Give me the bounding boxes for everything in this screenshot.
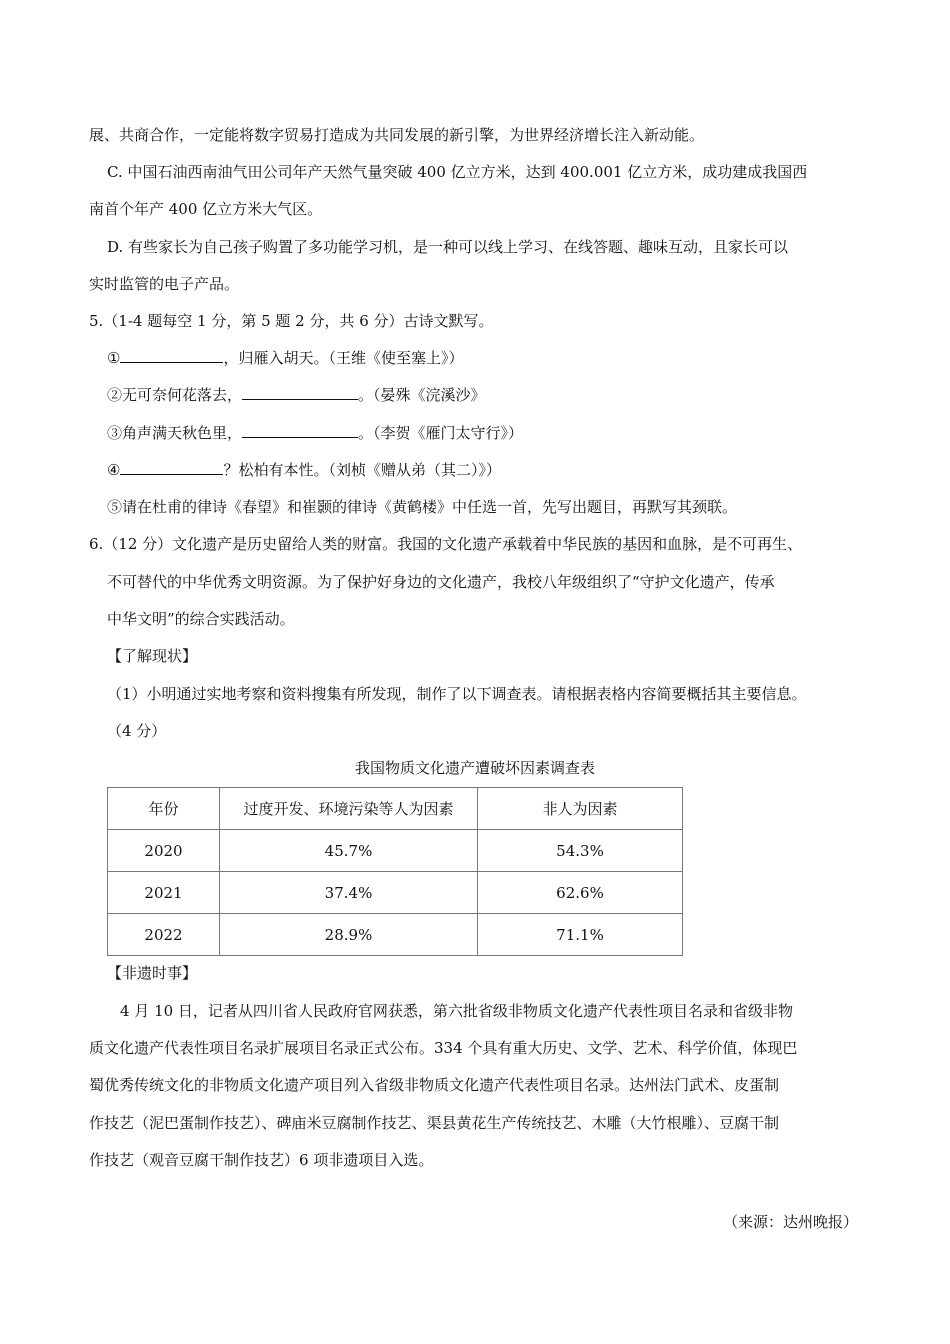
poem-item-text: ③角声满天秋色里， [107,424,243,442]
answer-blank[interactable] [242,423,358,438]
news-source: （来源：达州晚报） [722,1213,858,1231]
text-line: 不可替代的中华优秀文明资源。为了保护好身边的文化遗产，我校八年级组织了“守护文化遗产，传承 [107,573,775,591]
question-5-heading: 5.（1-4 题每空 1 分，第 5 题 2 分，共 6 分）古诗文默写。 [89,312,494,330]
text-line: 南首个年产 400 亿立方米大气区。 [89,200,323,218]
poem-item-text: ① [107,349,121,367]
section-title-news: 【非遗时事】 [107,964,198,982]
task-1-text: （1）小明通过实地考察和资料搜集有所发现，制作了以下调查表。请根据表格内容简要概括其主要信息。 [107,685,807,703]
poem-item-2 [107,385,486,405]
option-d: D. 有些家长为自己孩子购置了多功能学习机，是一种可以线上学习、在线答题、趣味互动，且家长可以 [107,238,789,256]
poem-item-text: 。（李贺《雁门太守行》） [358,424,524,442]
table-cell: 2021 [108,872,220,914]
table-header-cell: 非人为因素 [478,788,683,830]
table-row [108,914,683,956]
answer-blank[interactable] [242,385,358,400]
table-cell: 54.3% [478,830,683,872]
table-cell: 2020 [108,830,220,872]
text-line: 实时监管的电子产品。 [89,275,240,293]
task-1-score: （4 分） [107,722,167,740]
poem-item-text: ，归雁入胡天。（王维《使至塞上》） [223,349,464,367]
table-cell: 28.9% [220,914,478,956]
table-caption: 我国物质文化遗产遭破坏因素调查表 [354,759,595,777]
answer-blank[interactable] [120,348,223,363]
news-paragraph-line: 4 月 10 日，记者从四川省人民政府官网获悉，第六批省级非物质文化遗产代表性项目名录和省级非物 [120,1002,793,1020]
table-cell: 62.6% [478,872,683,914]
poem-item-4 [107,460,501,480]
table-header-cell: 过度开发、环境污染等人为因素 [220,788,478,830]
poem-item-5: ⑤请在杜甫的律诗《春望》和崔颢的律诗《黄鹤楼》中任选一首，先写出题目，再默写其颈联。 [107,498,738,516]
survey-table [107,787,683,956]
table-cell: 2022 [108,914,220,956]
text-line: 展、共商合作，一定能将数字贸易打造成为共同发展的新引擎，为世界经济增长注入新动能。 [89,126,705,144]
question-6-heading: 6.（12 分）文化遗产是历史留给人类的财富。我国的文化遗产承载着中华民族的基因和血脉，是不可再生、 [89,535,803,553]
poem-item-text: ②无可奈何花落去， [107,386,243,404]
poem-item-text: ④ [107,461,121,479]
table-cell: 71.1% [478,914,683,956]
table-cell: 37.4% [220,872,478,914]
answer-blank[interactable] [120,460,223,475]
table-header-row [108,788,683,830]
poem-item-3 [107,423,523,443]
poem-item-text: ？松柏有本性。（刘桢《赠从弟（其二）》） [223,461,501,479]
option-c: C. 中国石油西南油气田公司年产天然气量突破 400 亿立方米，达到 400.001 亿立方米，成功建成我国西 [107,163,808,181]
text-line: 中华文明”的综合实践活动。 [107,610,295,628]
news-paragraph-line: 作技艺（泥巴蛋制作技艺）、碑庙米豆腐制作技艺、渠县黄花生产传统技艺、木雕（大竹根雕）、豆腐干制 [89,1114,780,1132]
news-paragraph-line: 蜀优秀传统文化的非物质文化遗产项目列入省级非物质文化遗产代表性项目名录。达州法门武术、皮蛋制 [89,1076,780,1094]
poem-item-1 [107,348,463,368]
poem-item-text: 。（晏殊《浣溪沙》 [358,386,486,404]
table-header-cell: 年份 [108,788,220,830]
section-title-status: 【了解现状】 [107,647,198,665]
news-paragraph-line: 质文化遗产代表性项目名录扩展项目名录正式公布。334 个具有重大历史、文学、艺术、科学价值，体现巴 [89,1039,798,1057]
table-row [108,872,683,914]
table-row [108,830,683,872]
news-paragraph-line: 作技艺（观音豆腐干制作技艺）6 项非遗项目入选。 [89,1151,434,1169]
table-cell: 45.7% [220,830,478,872]
